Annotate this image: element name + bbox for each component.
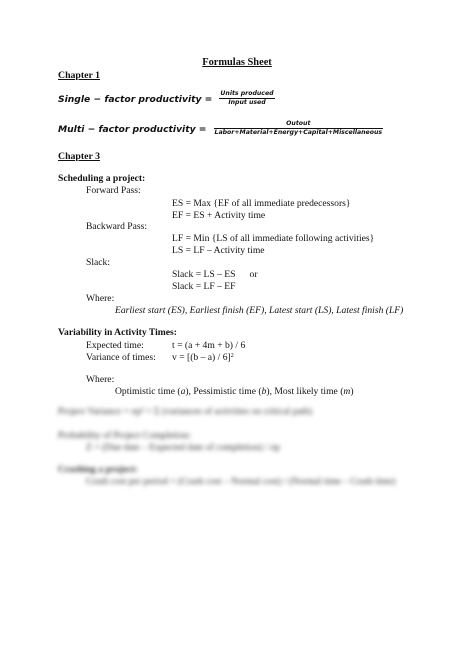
multi-factor-numerator: Outout	[286, 119, 311, 127]
blurred-crash-cost-formula: Crash cost per period = (Crash cost – Normal cost) / (Normal time – Crash time)	[86, 476, 396, 487]
single-factor-label: Single − factor productivity =	[58, 94, 213, 105]
where-definitions: Earliest start (ES), Earliest finish (EF), Latest start (LS), Latest finish (LF)	[115, 305, 404, 316]
slack-formula-2: Slack = LF – EF	[172, 281, 236, 292]
multi-factor-label: Multi − factor productivity =	[58, 124, 207, 135]
page-title: Formulas Sheet	[202, 57, 272, 68]
forward-pass-label: Forward Pass:	[86, 185, 141, 196]
pessimistic-text: ), Pessimistic time (	[185, 386, 262, 397]
blurred-crashing-heading: Crashing a project:	[58, 464, 138, 475]
slack-or: or	[249, 269, 258, 280]
variance-formula	[172, 352, 234, 364]
multi-factor-denominator: Labor+Material+Energy+Capital+Miscellaneous	[214, 128, 383, 136]
expected-time-formula: t = (a + 4m + b) / 6	[172, 340, 246, 351]
time-definitions	[115, 386, 354, 398]
variance-label: Variance of times:	[86, 352, 156, 363]
blurred-z-formula: Z = (Due date – Expected date of completion) / σp	[86, 442, 280, 453]
variance-base: v = [(b – a) / 6]	[172, 352, 231, 363]
single-factor-formula	[58, 89, 275, 107]
var-a: a	[180, 386, 186, 397]
variance-exponent: 2	[230, 353, 234, 359]
var-m: m	[343, 386, 351, 397]
multi-factor-fraction	[214, 120, 384, 137]
chapter-1-heading: Chapter 1	[58, 70, 101, 81]
blurred-probability-heading: Probability of Project Completion:	[58, 430, 191, 441]
blurred-project-variance: Project Variance = σp² = Σ (variances of activities on critical path)	[58, 406, 313, 417]
slack-formula-1	[172, 269, 258, 281]
variability-heading: Variability in Activity Times:	[58, 327, 177, 338]
where-label: Where:	[86, 293, 115, 304]
backward-ls-formula: LS = LF – Activity time	[172, 245, 265, 256]
slack-ls-es: Slack = LS – ES	[172, 269, 236, 280]
optimistic-text: Optimistic time (	[115, 386, 181, 397]
multi-factor-formula	[58, 119, 383, 137]
closing-paren: )	[350, 386, 354, 397]
single-factor-denominator: Input used	[228, 98, 266, 106]
forward-es-formula: ES = Max {EF of all immediate predecessors}	[172, 198, 351, 209]
backward-pass-label: Backward Pass:	[86, 221, 148, 232]
var-b: b	[261, 386, 267, 397]
expected-time-label: Expected time:	[86, 340, 144, 351]
forward-ef-formula: EF = ES + Activity time	[172, 210, 266, 221]
scheduling-heading: Scheduling a project:	[58, 173, 146, 184]
variability-where-label: Where:	[86, 374, 115, 385]
most-likely-text: ), Most likely time (	[266, 386, 344, 397]
chapter-3-heading: Chapter 3	[58, 151, 101, 162]
single-factor-fraction	[219, 90, 274, 107]
single-factor-numerator: Units produced	[220, 89, 274, 97]
backward-lf-formula: LF = Min {LS of all immediate following activities}	[172, 233, 375, 244]
slack-label: Slack:	[86, 257, 110, 268]
